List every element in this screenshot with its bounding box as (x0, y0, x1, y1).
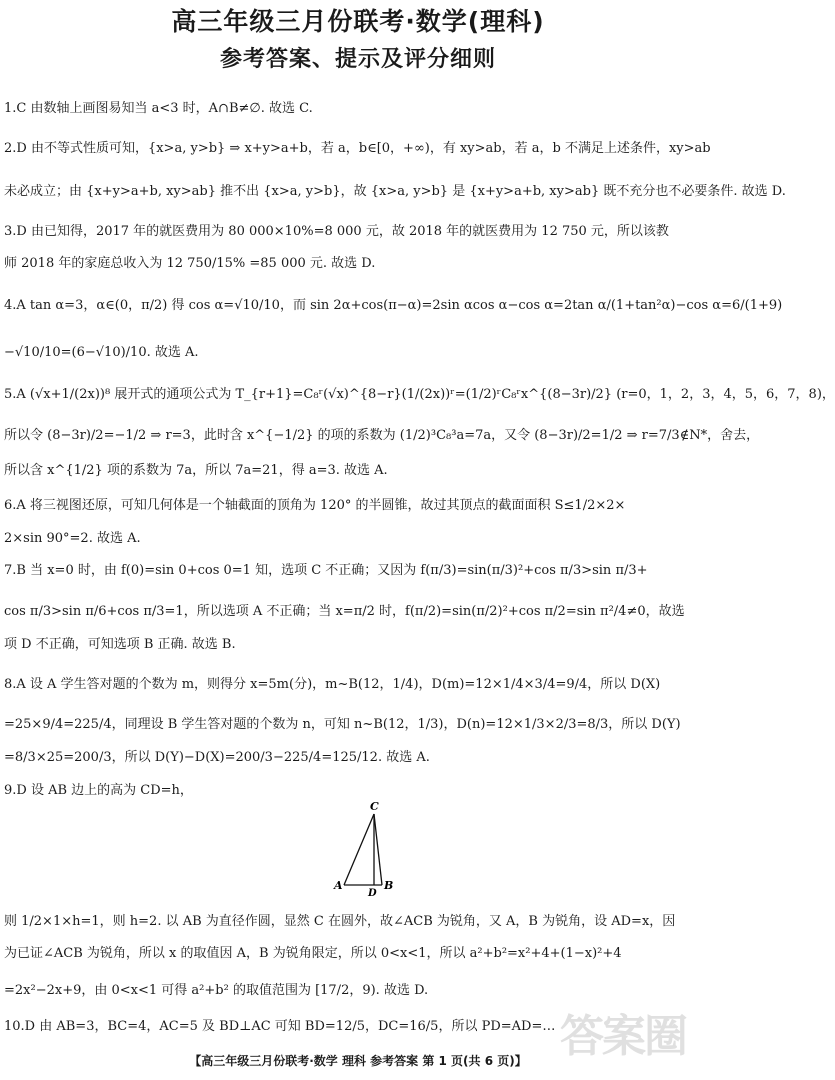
answer-line: 2×sin 90°=2. 故选 A. (4, 531, 141, 546)
answer-line: 所以令 (8−3r)/2=−1/2 ⇒ r=3，此时含 x^{−1/2} 的项的系数为 (1/2)³C₈³a=7a，又令 (8−3r)/2=1/2 ⇒ r=7/3∉N*，舍去， (4, 428, 760, 443)
answer-line: 9.D 设 AB 边上的高为 CD=h， (4, 783, 193, 798)
answer-line: 所以含 x^{1/2} 项的系数为 7a，所以 7a=21，得 a=3. 故选 A. (4, 463, 388, 478)
answer-line: −√10/10=(6−√10)/10. 故选 A. (4, 345, 199, 360)
answer-line: 未必成立；由 {x+y>a+b, xy>ab} 推不出 {x>a, y>b}，故 {x>a, y>b} 是 {x+y>a+b, xy>ab} 既不充分也不必要条件. 故选 D. (4, 184, 786, 199)
answer-line: 5.A (√x+1/(2x))⁸ 展开式的通项公式为 T_{r+1}=C₈ʳ(√x)^{8−r}(1/(2x))ʳ=(1/2)ʳC₈ʳx^{(8−3r)/2} (r=0，1，2，3，4，5，6，7，8)， (4, 387, 835, 402)
page-title: 高三年级三月份联考·数学(理科) (171, 7, 545, 36)
label-a: A (334, 879, 343, 892)
watermark-logo: 答案圈 (560, 1011, 686, 1062)
answer-line: 1.C 由数轴上画图易知当 a<3 时，A∩B≠∅. 故选 C. (4, 101, 313, 116)
answer-line: 师 2018 年的家庭总收入为 12 750/15% =85 000 元. 故选 D. (4, 256, 376, 271)
answer-line: cos π/3>sin π/6+cos π/3=1，所以选项 A 不正确；当 x=π/2 时，f(π/2)=sin(π/2)²+cos π/2=sin π²/4≠0，故选 (4, 604, 685, 619)
answer-line: 10.D 由 AB=3，BC=4，AC=5 及 BD⊥AC 可知 BD=12/5，DC=16/5，所以 PD=AD=… (4, 1019, 556, 1034)
label-b: B (384, 879, 394, 892)
answer-line: 则 1/2×1×h=1，则 h=2. 以 AB 为直径作圆，显然 C 在圆外，故∠ACB 为锐角，又 A，B 为锐角，设 AD=x，因 (4, 914, 676, 929)
answer-line: 4.A tan α=3，α∈(0，π/2) 得 cos α=√10/10，而 sin 2α+cos(π−α)=2sin αcos α−cos α=2tan α/(1+tan²α)−cos α=6/(1+9) (4, 298, 783, 313)
page-subtitle: 参考答案、提示及评分细则 (219, 47, 496, 72)
answer-line: 7.B 当 x=0 时，由 f(0)=sin 0+cos 0=1 知，选项 C 不正确；又因为 f(π/3)=sin(π/3)²+cos π/3>sin π/3+ (4, 563, 648, 578)
answer-line: =8/3×25=200/3，所以 D(Y)−D(X)=200/3−225/4=125/12. 故选 A. (4, 750, 430, 765)
answer-line: 6.A 将三视图还原，可知几何体是一个轴截面的顶角为 120° 的半圆锥，故过其顶点的截面面积 S≤1/2×2× (4, 498, 626, 513)
answer-line: =2x²−2x+9，由 0<x<1 可得 a²+b² 的取值范围为 [17/2，9). 故选 D. (4, 983, 429, 998)
label-d: D (368, 888, 377, 899)
triangle-figure (330, 800, 410, 899)
answer-line: 8.A 设 A 学生答对题的个数为 m，则得分 x=5m(分)，m~B(12，1/4)，D(m)=12×1/4×3/4=9/4，所以 D(X) (4, 677, 661, 692)
answer-line: 2.D 由不等式性质可知，{x>a, y>b} ⇒ x+y>a+b，若 a，b∈[0，+∞)，有 xy>ab，若 a，b 不满足上述条件，xy>ab (4, 141, 711, 156)
edge-ca (344, 814, 374, 885)
answer-line: =25×9/4=225/4，同理设 B 学生答对题的个数为 n，可知 n~B(12，1/3)，D(n)=12×1/3×2/3=8/3，所以 D(Y) (4, 717, 681, 732)
answer-line: 为已证∠ACB 为锐角，所以 x 的取值因 A，B 为锐角限定，所以 0<x<1，所以 a²+b²=x²+4+(1−x)²+4 (4, 946, 622, 961)
label-c: C (370, 800, 379, 813)
edge-cb (374, 814, 382, 885)
page-footer: 【高三年级三月份联考·数学 理科 参考答案 第 1 页(共 6 页)】 (189, 1054, 527, 1068)
answer-line: 项 D 不正确，可知选项 B 正确. 故选 B. (4, 637, 236, 652)
answer-line: 3.D 由已知得，2017 年的就医费用为 80 000×10%=8 000 元，故 2018 年的就医费用为 12 750 元，所以该教 (4, 224, 669, 239)
